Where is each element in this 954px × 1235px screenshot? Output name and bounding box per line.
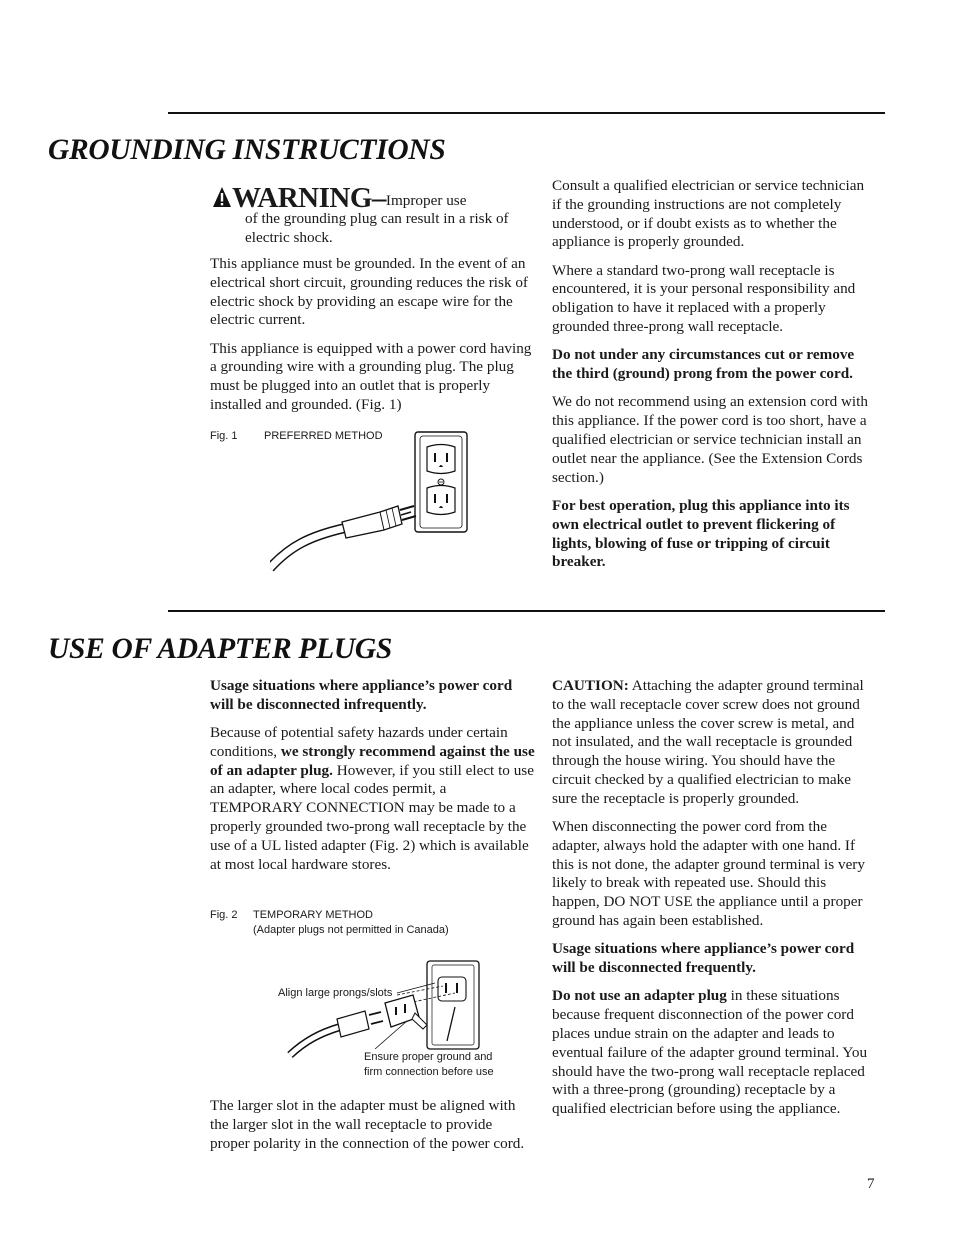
warning-block xyxy=(212,182,532,248)
warning-word: WARNING– xyxy=(232,182,386,214)
grounding-right-paragraph-4: We do not recommend using an extension cord with this appliance. If the power cord is too short, have a qualified electrician or service technician install an outlet near the appliance. (See the Extension Cords section.) xyxy=(552,393,868,486)
adapter-right-paragraph-4 xyxy=(552,987,877,1119)
grounding-right-paragraph-2: Where a standard two-prong wall receptacle is encountered, it is your personal responsibility and obligation to have it replaced with a properly grounded three-prong wall receptacle. xyxy=(552,261,856,336)
fig2-callout-ground-line1: Ensure proper ground and xyxy=(364,1051,493,1063)
fig2-subcaption: (Adapter plugs not permitted in Canada) xyxy=(253,924,449,936)
warning-text-first: Improper use xyxy=(385,192,467,209)
grounding-paragraph-2: This appliance is equipped with a power cord having a grounding wire with a grounding plug. The plug must be plugged into an outlet that is properly installed and grounded. (Fig. 1) xyxy=(210,339,532,414)
adapter-left-p2-part1: Because of potential safety hazards under certain conditions, xyxy=(210,724,508,760)
fig1-plug-outlet-illustration xyxy=(270,428,475,573)
adapter-left-column-bottom xyxy=(210,1097,535,1163)
adapter-left-column xyxy=(210,677,535,884)
fig1-number: Fig. 1 xyxy=(210,430,238,442)
heading-grounding-instructions: GROUNDING INSTRUCTIONS xyxy=(48,134,446,166)
heading-adapter-plugs: USE OF ADAPTER PLUGS xyxy=(48,633,392,665)
fig2-callout-ground-line2: firm connection before use xyxy=(364,1066,494,1078)
fig2-callout-align: Align large prongs/slots xyxy=(278,987,393,999)
adapter-right-column xyxy=(552,677,877,1129)
warning-text: of the grounding plug can result in a risk of electric shock. xyxy=(245,210,509,246)
fig1-caption: PREFERRED METHOD xyxy=(264,430,383,442)
fig2-number: Fig. 2 xyxy=(210,909,238,921)
fig2-caption: TEMPORARY METHOD xyxy=(253,909,373,921)
adapter-left-p2-bold: we strongly recommend against the use of an adapter plug. xyxy=(210,742,535,779)
warning-icon xyxy=(212,186,232,208)
adapter-right-paragraph-1 xyxy=(552,677,877,809)
adapter-right-paragraph-2: When disconnecting the power cord from the adapter, always hold the adapter with one hand. If this is not done, the adapter ground terminal is very likely to break with repeated use. Should this happen, DO NOT USE the appliance until a proper ground has again been established. xyxy=(552,818,865,930)
grounding-right-paragraph-3: Do not under any circumstances cut or remove the third (ground) prong from the power cord. xyxy=(552,346,855,383)
caution-label: CAUTION: xyxy=(552,677,629,694)
adapter-right-p4-text: in these situations because frequent disconnection of the power cord places undue strain on the adapter and leads to eventual failure of the adapter ground terminal. You should have the two-prong wall receptacle replaced with a three-prong (grounding) receptacle by a qualified electrician before using the appliance. xyxy=(552,987,868,1118)
caution-text: Attaching the adapter ground terminal to the wall receptacle cover screw does not ground the appliance unless the cover screw is metal, and not insulated, and the wall receptacle is grounded through the house wiring. You should have the circuit checked by a qualified electrician to make sure the receptacle is properly grounded. xyxy=(552,677,864,807)
adapter-right-heading: Usage situations where appliance’s power cord will be disconnected frequently. xyxy=(552,940,855,977)
grounding-right-column xyxy=(552,177,877,582)
adapter-left-paragraph-3: The larger slot in the adapter must be aligned with the larger slot in the wall receptacle to provide proper polarity in the connection of the power cord. xyxy=(210,1097,525,1152)
grounding-left-column xyxy=(210,255,532,424)
page-number: 7 xyxy=(867,1176,875,1192)
section-divider-middle xyxy=(168,610,885,612)
adapter-left-heading: Usage situations where appliance’s power cord will be disconnected infrequently. xyxy=(210,677,513,713)
fig2-adapter-illustration xyxy=(285,955,485,1065)
section-divider-top xyxy=(168,112,885,114)
adapter-right-p4-bold: Do not use an adapter plug xyxy=(552,987,727,1005)
grounding-paragraph-1: This appliance must be grounded. In the event of an electrical short circuit, grounding reduces the risk of electric shock by providing an escape wire for the electric current. xyxy=(210,255,528,329)
grounding-right-paragraph-5: For best operation, plug this appliance into its own electrical outlet to prevent flickering of lights, blowing of fuse or tripping of circuit breaker. xyxy=(552,496,850,571)
adapter-left-paragraph-2 xyxy=(210,724,535,874)
adapter-left-p2-part2: However, if you still elect to use an adapter, where local codes permit, a TEMPORARY CONNECTION may be made to a properly grounded two-prong wall receptacle by the use of a UL listed adapter (Fig. 2) which is available at most local hardware stores. xyxy=(210,761,534,873)
grounding-right-paragraph-1: Consult a qualified electrician or service technician if the grounding instructions are not completely understood, or if doubt exists as to whether the appliance is properly grounded. xyxy=(552,177,865,251)
